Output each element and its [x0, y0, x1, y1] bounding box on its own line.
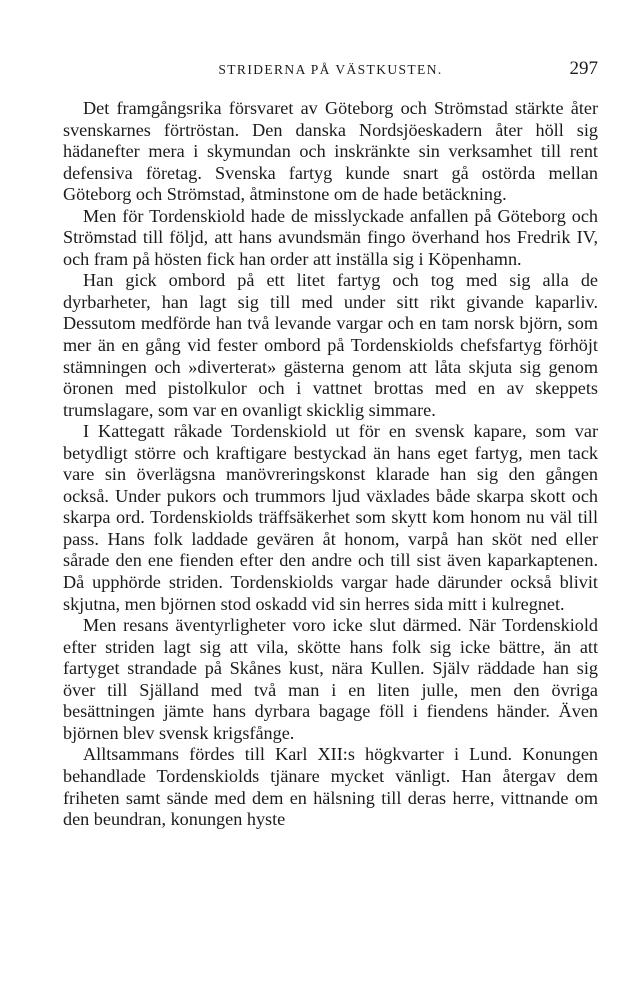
paragraph: Det framgångsrika försvaret av Göteborg och Strömstad stärkte åter svenskarnes förtröstan. Den danska Nordsjöeskadern åter höll sig hädanefter mera i skymundan och inskränkte sin verksamhet till rent defensiva företag. Svenska fartyg kunde snart gå ostörda mellan Göteborg och Strömstad, åtminstone om de hade betäckning. [63, 98, 598, 205]
paragraph: Alltsammans fördes till Karl XII:s högkvarter i Lund. Konungen behandlade Tordenskiolds tjänare mycket vänligt. Han återgav dem friheten samt sände med dem en hälsning till deras herre, vittnande om den beundran, konungen hyste [63, 744, 598, 830]
paragraph: Men för Tordenskiold hade de misslyckade anfallen på Göteborg och Strömstad till följd, att hans avundsmän fingo överhand hos Fredrik IV, och fram på hösten fick han order att inställa sig i Köpenhamn. [63, 205, 598, 269]
paragraph: I Kattegatt råkade Tordenskiold ut för en svensk kapare, som var betydligt större och kraftigare bestyckad än hans eget fartyg, men tack vare sin överlägsna manövreringskonst klarade han sig den gången också. Under pukors och trummors ljud växlades både skarpa skott och skarpa ord. Tordenskiolds träffsäkerhet som skytt kom honom nu väl till pass. Hans folk laddade gevären åt honom, varpå han sköt ned eller sårade den ene fienden efter den andre och till sist även kaparkaptenen. Då upphörde striden. Tordenskiolds vargar hade därunder också blivit skjutna, men björnen stod oskadd vid sin herres sida mitt i kulregnet. [63, 421, 598, 614]
paragraph: Men resans äventyrligheter voro icke slut därmed. När Tordenskiold efter striden lagt sig att vila, skötte hans folk sig icke bättre, än att fartyget strandade på Skånes kust, nära Kullen. Själv räddade han sig över till Själland med två man i en liten julle, men den övriga besättningen jämte hans dyrbara bagage föll i fiendens händer. Även björnen blev svensk krigsfånge. [63, 615, 598, 743]
body-text [63, 98, 598, 831]
running-head: STRIDERNA PÅ VÄSTKUSTEN. [218, 62, 443, 77]
paragraph: Han gick ombord på ett litet fartyg och tog med sig alla de dyrbarheter, han lagt sig till med under sitt rikt givande kaparliv. Dessutom medförde han två levande vargar och en tam norsk björn, som mer än en gång vid fester ombord på Tordenskiolds chefsfartyg förhöjt stämningen och »diverterat» gästerna genom att låta skjuta sig genom öronen med pistolkulor och i vattnet brottas med en av skeppets trumslagare, som var en ovanligt skicklig simmare. [63, 270, 598, 420]
page-number: 297 [569, 58, 598, 79]
page-header [63, 58, 598, 84]
